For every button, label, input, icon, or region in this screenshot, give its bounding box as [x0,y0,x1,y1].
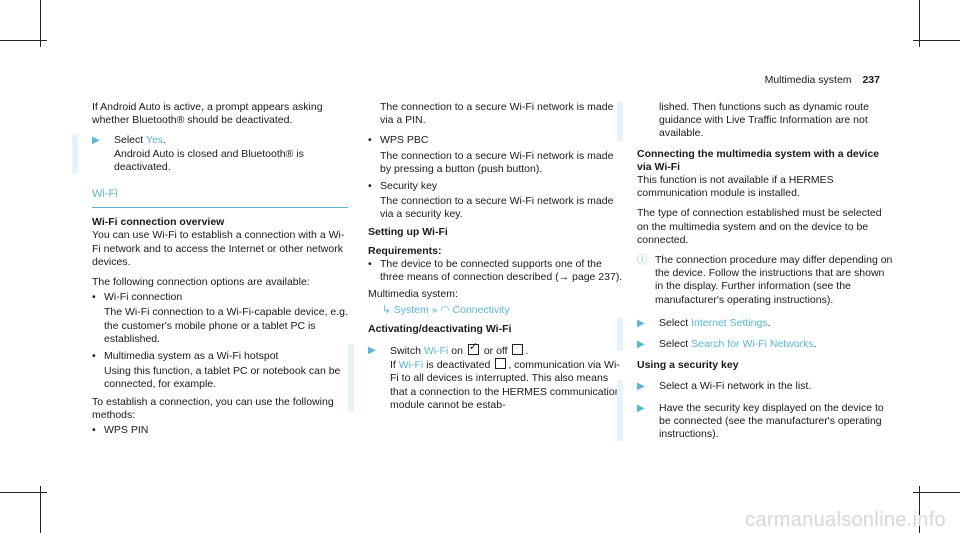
arrow-step-icon: ▶ [92,135,100,147]
double-arrow-icon: » [431,303,438,316]
options-list [92,291,348,391]
section-title: Multimedia system [764,74,852,86]
column-right [637,101,893,449]
subheading-setup: Setting up Wi-Fi [368,225,448,238]
menu-path [382,304,624,317]
path-arrow-icon: ↳ [382,303,391,316]
arrow-step-icon: ▶ [637,317,645,329]
step-show-key: ▶ Have the security key displayed on the device to be connected (see the manufacturer's operating instructions). [637,401,884,441]
info-note: ⓘ The connection procedure may differ depending on the device. Follow the instructions that are shown in the display. Further information (see the manufacturer's operating instructions). [637,254,893,306]
column-left [92,101,348,441]
search-networks-option[interactable]: Search for Wi-Fi Networks [691,338,814,351]
arrow-step-icon: ▶ [368,345,376,357]
list-item-desc: The connection to a secure Wi-Fi network is made via a security key. [380,195,614,221]
column-middle [368,101,624,420]
options-intro: The following connection options are available: [92,276,310,289]
step-block-cont [617,101,893,141]
connect-paragraph-2: The type of connection established must be selected on the multimedia system and on the device to be connected. [637,207,882,246]
step-select-yes [92,134,348,174]
methods-intro: To establish a connection, you can use the following methods: [92,395,334,421]
step-text: Select [114,134,144,147]
list-item-desc: Using this function, a tablet PC or notebook can be connected, for example. [104,365,341,391]
arrow-step-icon: ▶ [637,402,645,414]
list-item: • The device to be connected supports one of the three means of connection described (→ page 237). [368,258,623,284]
step-switch-wifi: ▶ Switch Wi-Fi on ✓ or off . If Wi-Fi is deactivated , communication via Wi-Fi to all devices is interrupted. This also means that a connection to the HERMES communication module cannot be estab- [368,344,624,412]
path-intro: Multimedia system: [368,288,458,301]
list-item-desc: The connection to a secure Wi-Fi network is made by pressing a button (push button). [380,149,614,175]
step-block [617,317,893,351]
step-result: Android Auto is closed and Bluetooth® is deactivated. [114,147,304,173]
checkbox-empty-icon [495,358,506,369]
continued-text: lished. Then functions such as dynamic route guidance with Live Traffic Information are not available. [659,101,869,140]
arrow-step-icon: ▶ [637,381,645,393]
arrow-step-icon: ▶ [637,339,645,351]
overview-text: You can use Wi-Fi to establish a connection with a Wi-Fi network and to access the Internet or other network devices. [92,229,345,268]
crop-mark [913,40,960,41]
list-item: • WPS PIN [92,424,149,437]
methods-list-cont [368,134,624,221]
step-block [72,134,348,174]
crop-mark [0,40,47,41]
path-connectivity[interactable]: Connectivity [452,303,510,316]
connect-paragraph: This function is not available if a HERMES communication module is installed. [637,174,834,200]
method-desc: The connection to a secure Wi-Fi network is made via a PIN. [380,101,614,127]
crop-mark [913,492,960,493]
info-icon: ⓘ [637,254,648,267]
section-heading-wifi: Wi-Fi [92,188,348,208]
checkbox-checked-icon [468,344,479,355]
list-item-desc: The Wi-Fi connection to a Wi-Fi-capable device, e.g. the customer's mobile phone or a tablet PC is established. [104,306,348,345]
step-block [617,380,893,441]
wifi-icon: ◠ [440,303,450,316]
intro-paragraph: If Android Auto is active, a prompt appears asking whether Bluetooth® should be deactivated. [92,101,323,127]
wifi-switch[interactable]: Wi-Fi [423,345,449,358]
wifi-term: Wi-Fi [398,359,424,372]
subheading-security: Using a security key [637,359,739,372]
requirements-title: Requirements: [368,244,442,257]
list-item: • Security key The connection to a secure Wi-Fi network is made via a security key. [368,180,624,222]
list-item: • Wi-Fi connection The Wi-Fi connection to a Wi-Fi-capable device, e.g. the customer's mobile phone or a tablet PC is established. [92,291,348,345]
yes-option[interactable]: Yes [145,134,164,147]
page-header [765,74,880,87]
requirements-list [368,258,624,284]
step-internet-settings: ▶ Select Internet Settings. [637,316,771,329]
subheading-activate: Activating/deactivating Wi-Fi [368,322,512,335]
watermark: carmanualsonline.info [745,508,946,531]
crop-mark [40,486,41,533]
page-number: 237 [862,74,880,86]
checkbox-empty-icon [512,344,523,355]
step-block [348,344,624,412]
path-system[interactable]: System [393,303,429,316]
methods-list [92,424,348,437]
internet-settings-option[interactable]: Internet Settings [691,316,768,329]
crop-mark [0,492,47,493]
step-select-network: ▶ Select a Wi-Fi network in the list. [637,380,812,393]
list-item: • WPS PBC The connection to a secure Wi-Fi network is made by pressing a button (push button). [368,134,624,176]
step-suffix: . [163,134,166,147]
step-search-networks: ▶ Select Search for Wi-Fi Networks. [637,338,817,351]
list-item: • Multimedia system as a Wi-Fi hotspot Using this function, a tablet PC or notebook can be connected, for example. [92,350,348,392]
subheading-connect: Connecting the multimedia system with a device via Wi-Fi [637,147,880,173]
subheading-overview: Wi-Fi connection overview [92,216,225,229]
